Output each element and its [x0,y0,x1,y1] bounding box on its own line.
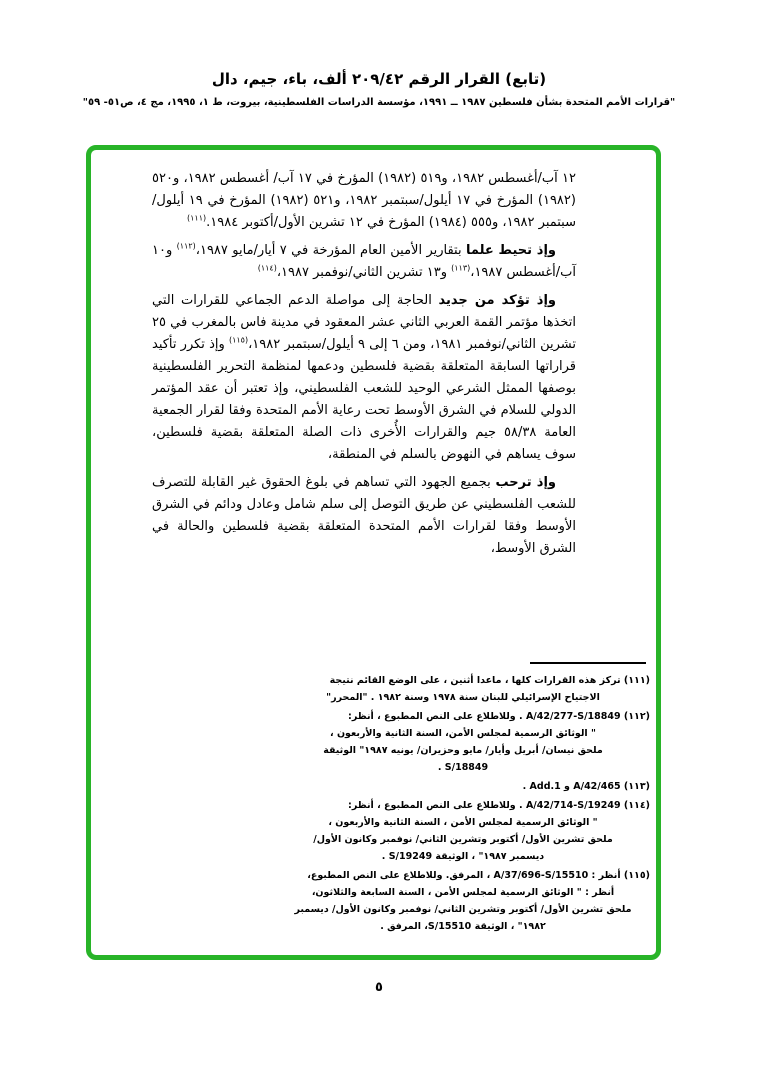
content-border-box [86,145,661,960]
footnote-continuation-line: ١٩٨٢" ، الوثيقة S/15510، المرفق . [380,921,546,932]
body-text-segment: بتقارير الأمين العام المؤرخة في ٧ أيار/مايو ١٩٨٧، [195,243,466,258]
footnote-ref: (١١٥) [228,335,249,345]
footnote-continuation-line: ملحق تشرين الأول/ أكتوبر وتشرين الثاني/ نوفمبر وكانون الأول/ [313,834,613,845]
body-text-segment: و١٣ تشرين الثاني/نوفمبر ١٩٨٧، [276,265,452,280]
footnote-first-line: (١١٢) A/42/277-S/18849 . وللاطلاع على النص المطبوع ، أنظر: [348,711,650,722]
body-paragraph [152,290,576,466]
preambular-phrase: وإذ تحيط علما [465,243,556,258]
source-citation: "قرارات الأمم المتحدة بشأن فلسطين ١٩٨٧ ــ ١٩٩١، مؤسسة الدراسات الفلسطينية، بيروت، ط ١، ١٩٩٥، مج ٤، ص٥١- ٥٩" [82,97,676,108]
footnote-ref: (١١٤) [257,263,277,273]
footnote-ref: (١١١) [187,213,207,223]
footnote-continuation-line: الاجتياح الإسرائيلي للبنان سنة ١٩٧٨ وسنة ١٩٨٢ . "المحرر" [326,692,600,703]
body-paragraph [152,240,576,284]
footnote-continuation-line: ملحق تشرين الأول/ أكتوبر وتشرين الثاني/ نوفمبر وكانون الأول/ ديسمبر [294,904,632,915]
footnote-continuation-line: أنظر : " الوثائق الرسمية لمجلس الأمن ، السنة السابعة والثلاثون، [311,887,615,898]
footnote-separator [530,662,646,664]
footnotes-section [276,672,650,937]
footnote [276,708,650,776]
footnote-continuation-line: " الوثائق الرسمية لمجلس الأمن ، السنة الثانية والأربعون ، [328,817,598,828]
footnote-ref: (١١٢) [176,241,196,251]
page-header [40,70,718,108]
footnote [276,672,650,706]
footnote-first-line: (١١٣) A/42/465 و Add.1 . [522,781,650,792]
body-text-segment: و١٠ آب/أغسطس ١٩٨٧، [152,243,576,280]
footnote-continuation-line: " الوثائق الرسمية لمجلس الأمن، السنة الثانية والأربعون ، [330,728,596,739]
footnote-first-line: (١١٤) A/42/714-S/19249 . وللاطلاع على النص المطبوع ، أنظر: [348,800,650,811]
body-text-segment: وإذ تكرر تأكيد قراراتها السابقة المتعلقة بقضية فلسطين ودعمها لمنظمة التحرير الفلسطينية بوصفها الممثل الشرعي الوحيد للشعب الفلسطيني، وإذ تعتبر أن عقد المؤتمر الدولي للسلام في الشرق الأوسط تحت رعاية الأمم المتحدة وفقا لقرار الجمعية العامة ٥٨/٣٨ جيم والقرارات الأُخرى ذات الصلة المتعلقة بقضية فلسطين، سوف يساهم في النهوض بالسلم في المنطقة، [152,337,576,462]
body-paragraph [152,168,576,234]
footnote-continuation-line: ملحق نيسان/ أبريل وأيار/ مايو وحزيران/ يونيه ١٩٨٧" الوثيقة [323,745,603,756]
resolution-title: (تابع) القرار الرقم ٢٠٩/٤٢ ألف، باء، جيم، دال [211,70,547,88]
resolution-body [152,168,576,566]
footnote-first-line: (١١١) تركز هذه القرارات كلها ، ماعدا أثنين ، على الوضع القائم نتيجة [329,675,650,686]
preambular-phrase: وإذ تؤكد من جديد [438,293,556,308]
footnote-continuation-line: S/18849 . [437,762,489,773]
footnote-ref: (١١٣) [451,263,471,273]
preambular-phrase: وإذ ترحب [495,475,556,490]
body-text-segment: بجميع الجهود التي تساهم في بلوغ الحقوق غير القابلة للتصرف للشعب الفلسطيني عن طريق التوصل إلى سلم شامل وعادل ودائم في الشرق الأوسط وفقا لقرارات الأمم المتحدة المتعلقة بقضية فلسطين والحالة في الشرق الأوسط، [152,475,576,556]
body-paragraph [152,472,576,560]
footnote-first-line: (١١٥) أنظر : A/37/696-S/15510 ، المرفق. وللاطلاع على النص المطبوع، [307,870,650,881]
footnote [276,778,650,795]
footnote-continuation-line: ديسمبر ١٩٨٧" ، الوثيقة S/19249 . [381,851,545,862]
footnote [276,797,650,865]
body-text-segment: ١٢ آب/أغسطس ١٩٨٢، و٥١٩ (١٩٨٢) المؤرخ في ١٧ آب/ أغسطس ١٩٨٢، و٥٢٠ (١٩٨٢) المؤرخ في ١٧ أيلول/سبتمبر ١٩٨٢، و٥٢١ (١٩٨٢) المؤرخ في ١٩ أيلول/سبتمبر ١٩٨٢، و٥٥٥ (١٩٨٤) المؤرخ في ١٢ تشرين الأول/أكتوبر ١٩٨٤. [152,171,577,230]
footnote [276,867,650,935]
body-text-segment: الحاجة إلى مواصلة الدعم الجماعي للقرارات التي اتخذها مؤتمر القمة العربي الثاني عشر المعقود في مدينة فاس بالمغرب في ٢٥ تشرين الثاني/نوفمبر ١٩٨١، ومن ٦ إلى ٩ أيلول/سبتمبر ١٩٨٢، [152,293,576,352]
page-number: ٥ [375,980,383,995]
